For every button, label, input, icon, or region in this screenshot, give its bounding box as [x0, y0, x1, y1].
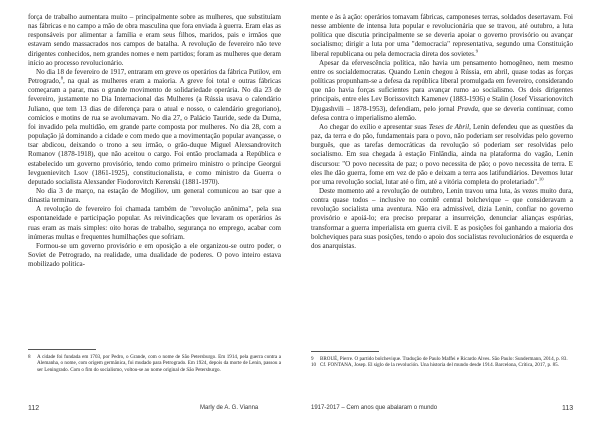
paragraph-text: Apesar da efervescência política, não havia um pensamento homogêneo, nem mesmo entre os socialdemocratas. Quando Lenin chegou à Rússia, em abril, quase todas as forças políticas propunham-se a defesa da república liberal promulgada em fevereiro, considerando que não havia forças suficientes para avançar rumo ao socialismo. Os dois dirigentes principais, entre eles Lev Borissovitch Kamenev (1883-1936) e Stalin (Josef Vissarionovitch Djugashvili – 1878-1953), defendiam, pelo jornal [311, 58, 573, 113]
running-footer-title: 1917-2017 – Cem anos que abalaram o mundo [311, 405, 438, 411]
right-body-text [311, 13, 573, 251]
paragraph-text: mente e às à ação: operários tomavam fábricas, camponeses terras, soldados desertavam. Foi nesse ambiente de intensa luta popular e revolucionária que se travou, até outubro, a luta política que discutia principalmente se se deveria apoiar o governo provisório ou avançar socialismo; dirigir a luta por uma "democracia" representativa, segundo uma Constituição liberal republicana ou pela democracia direta dos sovietes. [311, 13, 573, 58]
left-body-text [28, 13, 281, 269]
footnote-number: 10 [311, 362, 317, 369]
footnote-divider [28, 349, 96, 350]
paragraph [28, 68, 281, 187]
paragraph: Deste momento até a revolução de outubro, Lenin travou uma luta, às vezes muito dura, contra quase todos – inclusive no comitê central bolchevique – que consideravam a revolução socialista uma aventura. Não era admissível, dizia Lenin, confiar no governo provisório e apoiá-lo; era preciso preparar a insurreição, denunciar alianças espúrias, transformar a guerra imperialista em guerra civil. E as posições foi ganhando a maioria dos bolcheviques para suas posições, tendo o apoio dos socialistas revolucionários de esquerda e dos anarquistas. [311, 186, 573, 250]
footnote-text: BROUÉ, Pierre. O partido bolchevique. Tradução de Paulo Maffei e Ricardo Alves. São Paulo: Sundermann, 2014, p. 83. [320, 356, 568, 362]
footnote-ref[interactable]: 9 [475, 48, 479, 54]
paragraph-text: , na qual as mulheres eram a maioria. A greve foi total e outras fábricas começaram a parar, mas o grande movimento de solidariedade operária. No dia 23 de fevereiro, justamente no Dia Internacional das Mulheres (a Rússia usava o calendário Juliano, que tem 13 dias de diferença para o atual e nosso, o calendário gregoriano), comícios e motins de rua se avolumavam. No dia 27, o Palácio Tauride, sede da Duma, foi invadido pela multidão, em grande parte composta por mulheres. No dia 28, com a população já dominando a cidade e com medo que a movimentação popular avançasse, o tsar abdicou, deixando o trono a seu irmão, o grão-duque Miguel Alexsandrovitch Romanov (1878-1918), que não aceitou o cargo. Foi então proclamada a República e estabelecido um governo provisório, tendo como primeiro ministro o príncipe Georgui Ievguenievitch Lsov (1861-1925), constitucionalista, e como ministro da Guerra o deputado socialista Alexsander Fiodorovitch Kerenski (1881-1970). [28, 77, 281, 186]
right-footnotes [311, 356, 573, 369]
page-number: 112 [28, 405, 40, 412]
paragraph-text: Ao chegar do exílio e apresentar suas [319, 122, 429, 131]
footnote-text: Cf. FONTANA, Josep. El siglo de la revolución. Una historia del mundo desde 1914. Barcelona, Crítica, 2017, p. 85. [320, 362, 559, 369]
footnote [311, 362, 573, 368]
footnote-ref[interactable]: 8 [60, 75, 63, 81]
footnote-divider [311, 351, 379, 352]
footnote [28, 354, 281, 373]
work-title: Teses de Abril [428, 122, 470, 131]
footnote-number: 8 [28, 354, 31, 360]
paragraph: No dia 3 de março, na estação de Mogiliov, um general comunicou ao tsar que a dinastia terminara. [28, 186, 281, 205]
newspaper-title: Pravda [457, 104, 479, 113]
paragraph-text: , Lenin defendeu que as questões da paz, da terra e do pão, fundamentais para o povo, não poderiam ser resolvidas pelo governo burguês, que as tarefas democráticas da revolução só poderiam ser resolvidas pelo socialismo. Em sua chegada à estação Finlândia, ainda na plataforma do vagão, Lenin discursou: "O povo necessita de paz; o povo necessita de pão; o povo necessita de terra. E eles lhe dão guerra, fome em vez de pão e deixam a terra aos latifundiários. Devemos lutar por uma revolução social, lutar até o fim, até a vitória completa do proletariado". [311, 122, 573, 186]
paragraph [311, 123, 573, 187]
footnote-number: 9 [311, 356, 314, 362]
footnote-text: A cidade foi fundada em 1703, por Pedro, o Grande, com o nome de São Petersburgo. Em 1914, pela guerra contra a Alemanha, o nome, com origem germânica, foi mudado para Petrogrado. Em 1924, depois da morte de Lenin, passou a ser Leningrado. Com o fim do socialismo, voltou-se ao nome original de São Petersburgo. [37, 354, 281, 373]
paragraph-text: , que se deveria continuar, como defesa contra o imperialismo alemão. [311, 104, 573, 122]
paragraph: Formou-se um governo provisório e em oposição a ele organizou-se outro poder, o Soviet de Petrogrado, na realidade, uma dualidade de poderes. O povo inteiro estava mobilizado politica- [28, 241, 281, 269]
running-footer-author: Marly de A. G. Vianna [200, 405, 259, 411]
page-number: 113 [562, 405, 574, 412]
paragraph: força de trabalho aumentara muito – principalmente sobre as mulheres, que substituíam nas fábricas e no campo a mão de obra masculina que fora enviada à guerra. Eram elas as responsáveis por alimentar a família e eram seus filhos, maridos, pais e irmãos que estavam sendo massacrados nos campos de batalha. A revolução de fevereiro não teve dirigentes conhecidos, nem grandes nomes e nem partidos; foram as mulheres que deram início ao processo revolucionário. [28, 13, 281, 67]
paragraph [311, 59, 573, 123]
right-page [300, 0, 600, 439]
footnote-ref[interactable]: 10 [538, 176, 544, 182]
paragraph: A revolução de fevereiro foi chamada também de "revolução anônima", pela sua espontaneidade e participação popular. As reivindicações que levaram os operários às ruas eram as mais simples: oito horas de trabalho, segurança no emprego, acabar com inúmeras multas e frequentes humilhações que sofriam. [28, 205, 281, 241]
paragraph [311, 13, 573, 59]
left-footnotes [28, 354, 281, 373]
paragraph-text: No dia 18 de fevereiro de 1917, entraram em greve os operários da fábrica Putilov, em Petrogrado, [28, 67, 281, 86]
